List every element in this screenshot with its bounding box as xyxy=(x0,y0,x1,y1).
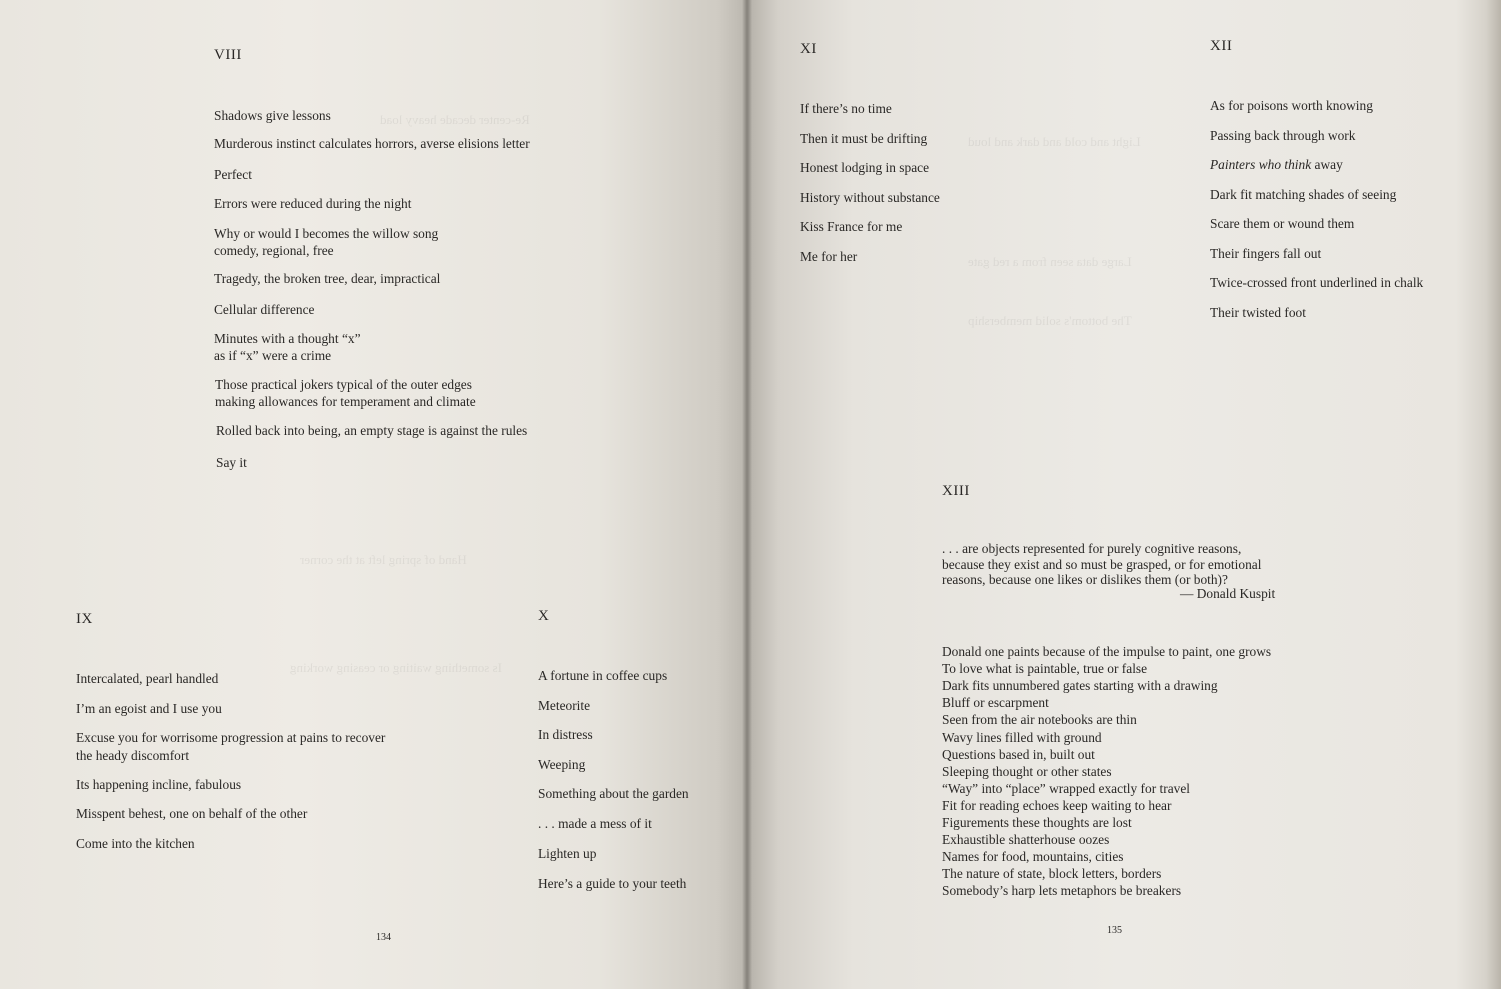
section-heading-ix: IX xyxy=(76,611,93,627)
show-through-text: Is something waiting or ceasing working xyxy=(290,660,502,675)
poem-line: making allowances for temperament and climate xyxy=(215,394,476,409)
poem-line: Cellular difference xyxy=(214,302,315,317)
section-heading-xiii: XIII xyxy=(942,483,970,499)
poem-line: Say it xyxy=(216,455,247,470)
poem-line: Why or would I becomes the willow song xyxy=(214,226,439,241)
show-through-text: Large data seen from a red gate xyxy=(968,254,1132,269)
page-number: 135 xyxy=(1107,925,1122,936)
poem-line: The nature of state, block letters, borders xyxy=(942,866,1162,881)
section-heading-viii: VIII xyxy=(214,47,242,63)
show-through-text: Light and cold and dark and loud xyxy=(968,134,1141,149)
poem-line: as if “x” were a crime xyxy=(214,348,332,363)
book-gutter xyxy=(742,0,752,989)
epigraph-line: . . . are objects represented for purely cognitive reasons, xyxy=(942,541,1242,556)
poem-line: A fortune in coffee cups xyxy=(538,668,668,683)
poem-line: Come into the kitchen xyxy=(76,836,195,851)
poem-line: Bluff or escarpment xyxy=(942,695,1049,710)
section-heading-x: X xyxy=(538,608,550,624)
poem-line: Here’s a guide to your teeth xyxy=(538,876,687,891)
poem-line: Perfect xyxy=(214,167,252,182)
poem-line: Dark fit matching shades of seeing xyxy=(1210,187,1397,202)
italic-phrase: Painters who think xyxy=(1210,157,1312,172)
show-through-text: The bottom's solid membership xyxy=(968,313,1132,328)
poem-line: Their twisted foot xyxy=(1210,305,1306,320)
poem-line: Their fingers fall out xyxy=(1210,246,1322,261)
section-heading-xi: XI xyxy=(800,41,817,57)
poem-line: Errors were reduced during the night xyxy=(214,196,412,211)
poem-line: Rolled back into being, an empty stage is against the rules xyxy=(216,423,528,438)
poem-line: “Way” into “place” wrapped exactly for travel xyxy=(942,781,1191,796)
poem-line: comedy, regional, free xyxy=(214,243,334,258)
poem-line: Twice-crossed front underlined in chalk xyxy=(1210,275,1424,290)
poem-line: Fit for reading echoes keep waiting to hear xyxy=(942,798,1172,813)
line-tail: away xyxy=(1314,157,1343,172)
epigraph-line: because they exist and so must be grasped, or for emotional xyxy=(942,557,1262,572)
poem-line: Questions based in, built out xyxy=(942,747,1095,762)
poem-line: Lighten up xyxy=(538,846,597,861)
poem-line: Something about the garden xyxy=(538,786,689,801)
poem-line: Wavy lines filled with ground xyxy=(942,730,1102,745)
poem-line: Tragedy, the broken tree, dear, impractical xyxy=(214,271,441,286)
poem-line: I’m an egoist and I use you xyxy=(76,701,222,716)
poem-line: Then it must be drifting xyxy=(800,131,928,146)
poem-line: To love what is paintable, true or false xyxy=(942,661,1148,676)
poem-line: Somebody’s harp lets metaphors be breakers xyxy=(942,883,1182,898)
section-heading-xii: XII xyxy=(1210,38,1233,54)
poem-line: Exhaustible shatterhouse oozes xyxy=(942,832,1110,847)
poem-line: Misspent behest, one on behalf of the other xyxy=(76,806,308,821)
poem-line: History without substance xyxy=(800,190,940,205)
right-page xyxy=(748,0,1501,989)
poem-line: Meteorite xyxy=(538,698,591,713)
poem-line: . . . made a mess of it xyxy=(538,816,652,831)
poem-line: Honest lodging in space xyxy=(800,160,930,175)
poem-line: Intercalated, pearl handled xyxy=(76,671,219,686)
page-number: 134 xyxy=(376,932,391,943)
poem-line: Those practical jokers typical of the outer edges xyxy=(215,377,472,392)
poem-line: Figurements these thoughts are lost xyxy=(942,815,1132,830)
poem-line: In distress xyxy=(538,727,593,742)
poem-line xyxy=(1210,156,1343,173)
poem-line: Murderous instinct calculates horrors, averse elisions letter xyxy=(214,136,530,151)
left-page xyxy=(0,0,748,989)
poem-line: Weeping xyxy=(538,757,586,772)
poem-line: Scare them or wound them xyxy=(1210,216,1355,231)
show-through-text: Re-center decade heavy load xyxy=(380,112,530,127)
poem-line: Seen from the air notebooks are thin xyxy=(942,712,1137,727)
poem-line: As for poisons worth knowing xyxy=(1210,98,1373,113)
poem-line: Minutes with a thought “x” xyxy=(214,331,361,346)
poem-line: Kiss France for me xyxy=(800,219,903,234)
poem-line: If there’s no time xyxy=(800,101,892,116)
epigraph-attribution: — Donald Kuspit xyxy=(1180,586,1276,601)
poem-line: Passing back through work xyxy=(1210,128,1356,143)
poem-line: Excuse you for worrisome progression at pains to recover xyxy=(76,730,386,745)
poem-line: Sleeping thought or other states xyxy=(942,764,1112,779)
poem-line: the heady discomfort xyxy=(76,748,190,763)
epigraph-line: reasons, because one likes or dislikes them (or both)? xyxy=(942,572,1228,587)
poem-line: Dark fits unnumbered gates starting with a drawing xyxy=(942,678,1218,693)
show-through-text: Hand of spring left at the corner xyxy=(300,552,467,567)
poem-line: Names for food, mountains, cities xyxy=(942,849,1124,864)
poem-line: Shadows give lessons xyxy=(214,108,331,123)
poem-line: Its happening incline, fabulous xyxy=(76,777,242,792)
poem-line: Donald one paints because of the impulse to paint, one grows xyxy=(942,644,1272,659)
poem-line: Me for her xyxy=(800,249,858,264)
